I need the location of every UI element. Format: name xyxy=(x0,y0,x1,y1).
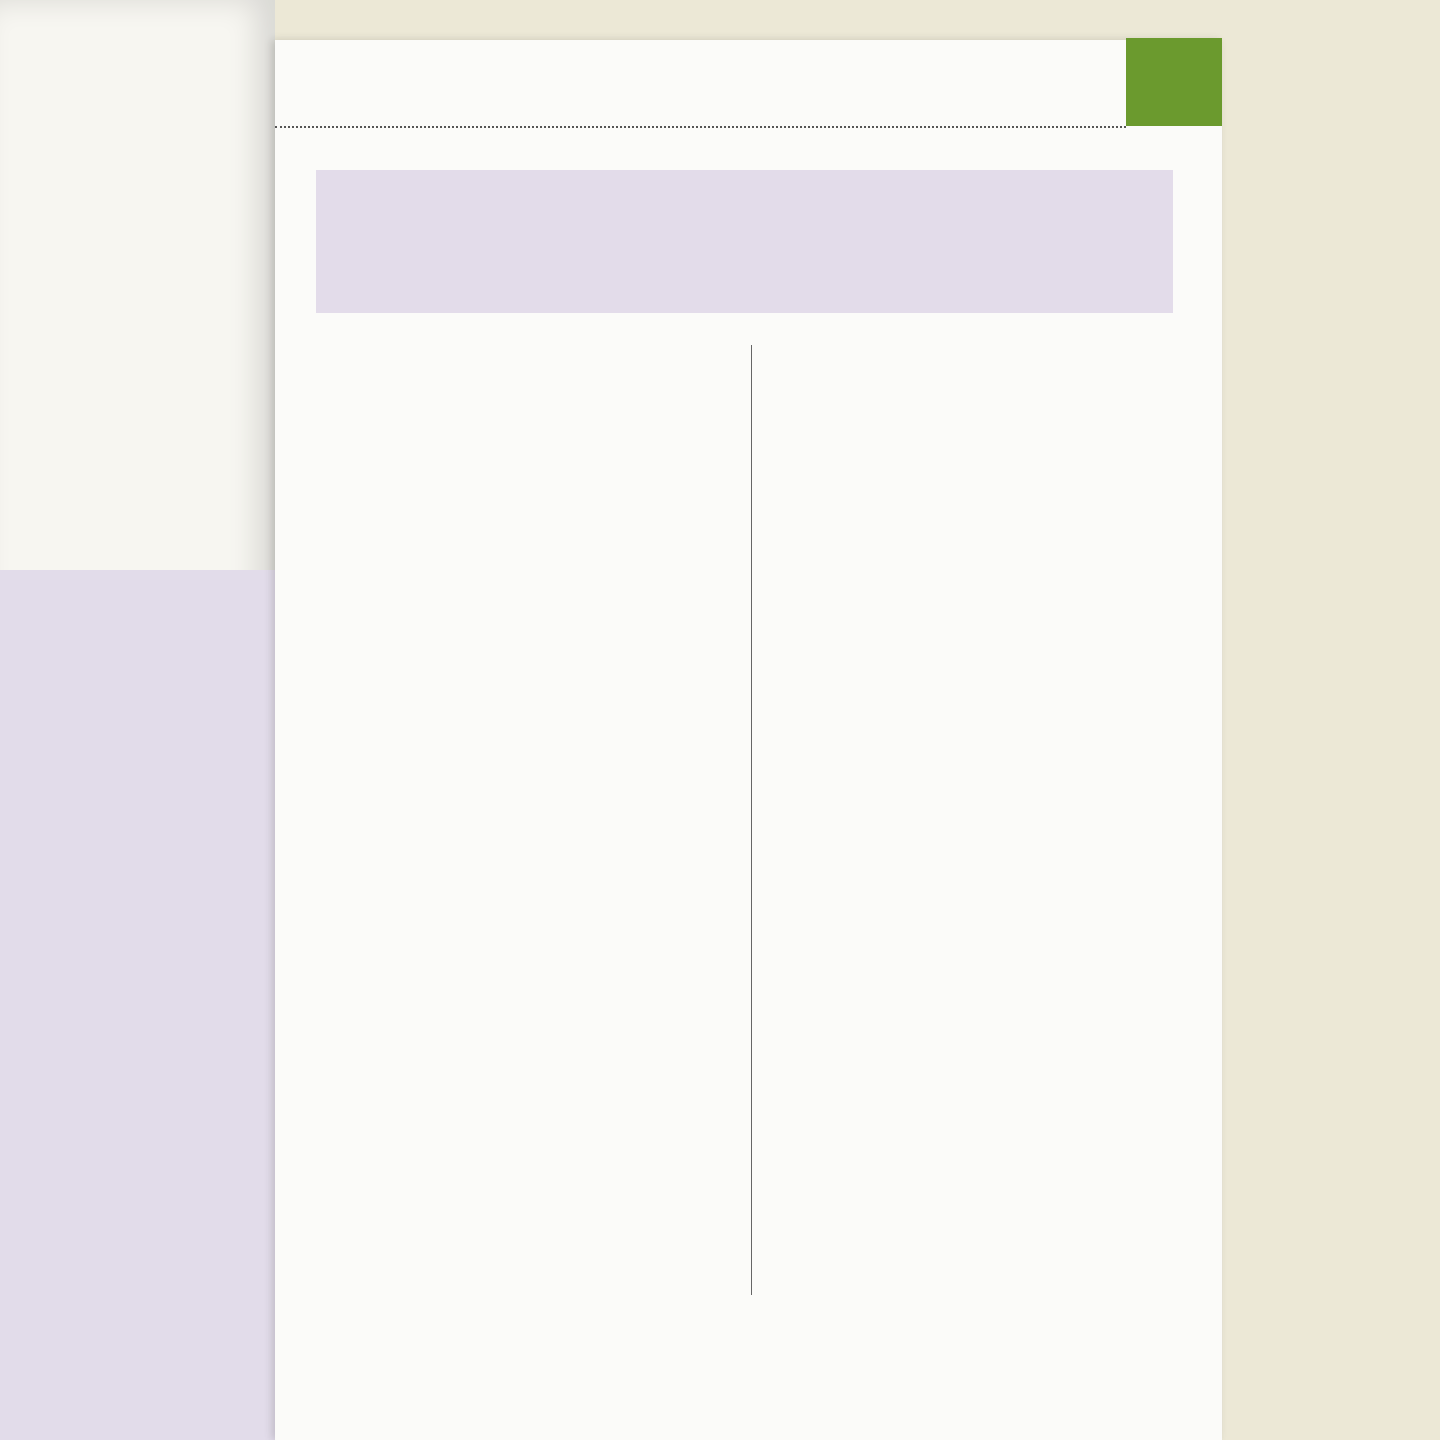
chapter-tab xyxy=(1126,38,1222,126)
right-column xyxy=(764,339,1180,353)
questions-box xyxy=(316,170,1173,313)
facing-page-case-study-box xyxy=(0,570,275,1440)
header-rule xyxy=(275,126,1126,128)
facing-page xyxy=(0,0,275,1440)
facing-page-text-top xyxy=(0,18,275,49)
column-divider xyxy=(751,345,752,1295)
left-column xyxy=(318,339,736,361)
